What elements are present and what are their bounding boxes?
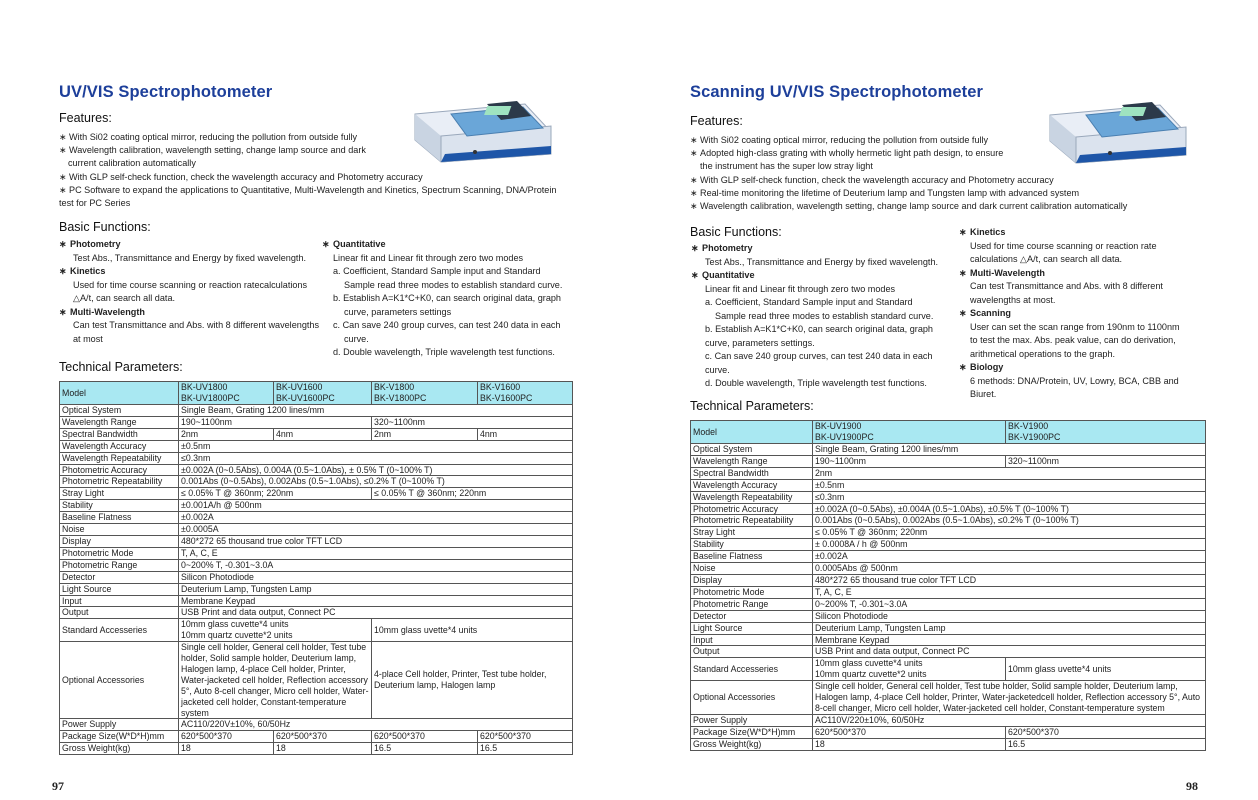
table-cell: ≤ 0.05% T @ 360nm; 220nm — [813, 527, 1206, 539]
model-name: BK-V1600 BK-V1600PC — [478, 382, 573, 405]
row-label: Power Supply — [691, 714, 813, 726]
table-row — [691, 515, 1206, 527]
function-desc: a. Coefficient, Standard Sample input and Standard — [705, 297, 913, 307]
table-row — [691, 681, 1206, 715]
function-desc: Linear fit and Linear fit through zero two modes — [705, 283, 896, 294]
table-row — [691, 634, 1206, 646]
table-row — [691, 444, 1206, 456]
table-cell: 4nm — [274, 428, 372, 440]
table-cell: 2nm — [179, 428, 274, 440]
feature-item: ∗ Wavelength calibration, wavelength setting, change lamp source and dark current calibration automatically — [690, 200, 1250, 213]
features-heading: Features: — [59, 111, 112, 125]
table-cell: USB Print and data output, Connect PC — [813, 646, 1206, 658]
table-cell: ±0.5nm — [813, 479, 1206, 491]
function-desc: wavelengths at most. — [970, 294, 1056, 305]
feature-item-continued: test for PC Series — [59, 198, 131, 209]
row-label: Output — [691, 646, 813, 658]
basic-functions-col1 — [70, 238, 332, 346]
row-label: Standard Accesseries — [691, 658, 813, 681]
table-row — [60, 719, 573, 731]
row-label: Noise — [691, 563, 813, 575]
table-row — [691, 539, 1206, 551]
table-row — [60, 731, 573, 743]
table-cell: 0.001Abs (0~0.5Abs), 0.002Abs (0.5~1.0Abs), ≤0.2% T (0~100% T) — [813, 515, 1206, 527]
function-title: ∗ Multi-Wavelength — [59, 306, 332, 320]
spec-table — [690, 420, 1206, 751]
features-list — [690, 134, 1250, 213]
table-cell: 18 — [179, 743, 274, 755]
model-name: BK-UV1800 BK-UV1800PC — [179, 382, 274, 405]
table-cell: 2nm — [813, 467, 1206, 479]
row-label: Wavelength Range — [60, 416, 179, 428]
function-title: ∗ Kinetics — [59, 265, 332, 279]
table-row — [691, 586, 1206, 598]
feature-item: ∗ With Si02 coating optical mirror, reducing the pollution from outside fully — [59, 131, 599, 144]
model-name: BK-UV1600 BK-UV1600PC — [274, 382, 372, 405]
table-cell: 10mm glass uvette*4 units — [372, 619, 573, 642]
feature-item-continued: current calibration automatically — [68, 158, 196, 169]
row-label: Photometric Mode — [691, 586, 813, 598]
row-label: Photometric Mode — [60, 547, 179, 559]
table-cell: ≤0.3nm — [179, 452, 573, 464]
table-row — [60, 571, 573, 583]
row-label: Stray Light — [691, 527, 813, 539]
table-row — [60, 405, 573, 417]
table-row — [60, 464, 573, 476]
table-cell: Deuterium Lamp, Tungsten Lamp — [813, 622, 1206, 634]
function-title: ∗ Multi-Wavelength — [959, 267, 1215, 281]
function-title: ∗ Photometry — [691, 242, 957, 256]
feature-item: ∗ Adopted high-class grating with wholly hermetic light path design, to ensure — [690, 147, 1250, 160]
row-label: Input — [60, 595, 179, 607]
model-name: BK-V1900 BK-V1900PC — [1006, 421, 1206, 444]
table-cell: 190~1100nm — [813, 455, 1006, 467]
function-desc: curve. — [344, 333, 369, 344]
table-row — [691, 563, 1206, 575]
table-cell: T, A, C, E — [179, 547, 573, 559]
row-label: Photometric Accuracy — [691, 503, 813, 515]
table-cell: 4nm — [478, 428, 573, 440]
feature-item: ∗ With Si02 coating optical mirror, reducing the pollution from outside fully — [690, 134, 1250, 147]
table-row — [691, 646, 1206, 658]
function-desc: Test Abs., Transmittance and Energy by fixed wavelength. — [705, 256, 939, 267]
table-row — [691, 622, 1206, 634]
table-cell: ±0.002A — [179, 512, 573, 524]
table-cell: 4-place Cell holder, Printer, Test tube holder, Deuterium lamp, Halogen lamp — [372, 642, 573, 719]
row-label: Output — [60, 607, 179, 619]
table-cell: 18 — [274, 743, 372, 755]
table-cell: 480*272 65 thousand true color TFT LCD — [179, 535, 573, 547]
feature-item: ∗ PC Software to expand the applications to Quantitative, Multi-Wavelength and Kinetics, Spectrum Scanning, DNA/Protein — [59, 184, 599, 197]
basic-functions-col1 — [702, 242, 957, 391]
table-row — [60, 595, 573, 607]
table-cell: 2nm — [372, 428, 478, 440]
row-label: Power Supply — [60, 719, 179, 731]
table-cell: Single Beam, Grating 1200 lines/mm — [813, 444, 1206, 456]
technical-parameters-heading: Technical Parameters: — [690, 399, 814, 413]
table-cell: 480*272 65 thousand true color TFT LCD — [813, 574, 1206, 586]
table-cell: Single cell holder, General cell holder, Test tube holder, Solid sample holder, Deuterium lamp, Halogen lamp, 4-place Cell holder, Printer, Water-jacketedcell holder, Reflection accessory 5°, Auto 8-cell changer, Micro cell holder, Water-jacketed cell holder, Constant-temperature system — [813, 681, 1206, 715]
function-desc: d. Double wavelength, Triple wavelength test functions. — [333, 347, 555, 357]
function-desc: Sample read three modes to establish standard curve. — [715, 310, 934, 321]
table-cell: 620*500*370 — [478, 731, 573, 743]
row-label: Wavelength Range — [691, 455, 813, 467]
table-cell: 320~1100nm — [372, 416, 573, 428]
features-heading: Features: — [690, 114, 743, 128]
table-cell: ≤ 0.05% T @ 360nm; 220nm — [179, 488, 372, 500]
table-cell: Model — [691, 421, 813, 444]
basic-functions-col2 — [970, 226, 1215, 402]
row-label: Baseline Flatness — [60, 512, 179, 524]
table-cell: Single Beam, Grating 1200 lines/mm — [179, 405, 573, 417]
table-cell: ± 0.0008A / h @ 500nm — [813, 539, 1206, 551]
basic-functions-heading: Basic Functions: — [59, 220, 151, 234]
table-cell: 10mm glass cuvette*4 units 10mm quartz cuvette*2 units — [179, 619, 372, 642]
row-label: Optical System — [691, 444, 813, 456]
table-cell: ±0.5nm — [179, 440, 573, 452]
function-desc: 6 methods: DNA/Protein, UV, Lowry, BCA, CBB and — [970, 375, 1179, 386]
row-label: Baseline Flatness — [691, 551, 813, 563]
table-cell: Membrane Keypad — [179, 595, 573, 607]
table-cell: AC110/220V±10%, 60/50Hz — [179, 719, 573, 731]
model-name: BK-V1800 BK-V1800PC — [372, 382, 478, 405]
table-row — [60, 440, 573, 452]
table-row — [60, 743, 573, 755]
table-row — [691, 738, 1206, 750]
function-desc: d. Double wavelength, Triple wavelength test functions. — [705, 378, 927, 388]
technical-parameters-heading: Technical Parameters: — [59, 360, 183, 374]
table-cell: 10mm glass uvette*4 units — [1006, 658, 1206, 681]
row-label: Input — [691, 634, 813, 646]
feature-item-continued: the instrument has the super low stray light — [700, 161, 873, 172]
row-label: Spectral Bandwidth — [60, 428, 179, 440]
row-label: Wavelength Accuracy — [60, 440, 179, 452]
row-label: Package Size(W*D*H)mm — [691, 726, 813, 738]
table-cell: 16.5 — [478, 743, 573, 755]
table-row — [60, 476, 573, 488]
function-desc: Used for time course scanning or reaction rate — [970, 240, 1157, 251]
basic-functions-heading: Basic Functions: — [690, 225, 782, 239]
table-row — [691, 467, 1206, 479]
table-cell: Deuterium Lamp, Tungsten Lamp — [179, 583, 573, 595]
function-desc: curve, parameters settings — [344, 306, 452, 317]
table-cell: 18 — [813, 738, 1006, 750]
table-cell: 16.5 — [1006, 738, 1206, 750]
row-label: Stability — [691, 539, 813, 551]
table-row — [60, 547, 573, 559]
table-cell: Model — [60, 382, 179, 405]
table-row — [691, 527, 1206, 539]
table-row — [691, 479, 1206, 491]
row-label: Gross Weight(kg) — [60, 743, 179, 755]
row-label: Optional Accessories — [691, 681, 813, 715]
function-desc: Biuret. — [970, 389, 997, 399]
table-cell: ±0.001A/h @ 500nm — [179, 500, 573, 512]
table-row — [60, 428, 573, 440]
features-list — [59, 131, 599, 210]
page-title: UV/VIS Spectrophotometer — [59, 83, 273, 101]
table-cell: USB Print and data output, Connect PC — [179, 607, 573, 619]
row-label: Detector — [691, 610, 813, 622]
function-desc: c. Can save 240 group curves, can test 240 data in each — [333, 320, 561, 330]
table-cell: ±0.002A (0~0.5Abs), 0.004A (0.5~1.0Abs), ± 0.5% T (0~100% T) — [179, 464, 573, 476]
function-desc: △A/t, can search all data. — [73, 293, 176, 303]
table-row — [60, 642, 573, 719]
function-desc: curve, parameters settings. — [705, 337, 815, 348]
row-label: Optional Accessories — [60, 642, 179, 719]
row-label: Package Size(W*D*H)mm — [60, 731, 179, 743]
function-desc: Sample read three modes to establish standard curve. — [344, 279, 563, 290]
table-row — [60, 559, 573, 571]
table-row — [691, 610, 1206, 622]
row-label: Noise — [60, 524, 179, 536]
row-label: Wavelength Accuracy — [691, 479, 813, 491]
table-cell: Single cell holder, General cell holder, Test tube holder, Solid sample holder, Deuterium lamp, Halogen lamp, 4-place Cell holder, Printer, Water-jacketed cell holder, Reflection accessory 5°, Auto 8-cell changer, Micro cell holder, Water-jacketed cell holder, Constant-temperature system — [179, 642, 372, 719]
table-cell: 0~200% T, -0.301~3.0A — [179, 559, 573, 571]
function-desc: Can test Transmittance and Abs. with 8 different wavelengths — [73, 320, 320, 330]
function-desc: calculations △A/t, can search all data. — [970, 254, 1123, 264]
table-header-row — [691, 421, 1206, 444]
table-row — [691, 658, 1206, 681]
row-label: Display — [691, 574, 813, 586]
row-label: Display — [60, 535, 179, 547]
table-cell: 620*500*370 — [372, 731, 478, 743]
table-cell: ±0.002A (0~0.5Abs), ±0.004A (0.5~1.0Abs), ±0.5% T (0~100% T) — [813, 503, 1206, 515]
table-row — [60, 583, 573, 595]
table-row — [60, 512, 573, 524]
function-desc: c. Can save 240 group curves, can test 240 data in each — [705, 351, 933, 361]
model-name: BK-UV1900 BK-UV1900PC — [813, 421, 1006, 444]
table-cell: T, A, C, E — [813, 586, 1206, 598]
row-label: Photometric Range — [60, 559, 179, 571]
table-cell: ±0.0005A — [179, 524, 573, 536]
row-label: Photometric Repeatability — [60, 476, 179, 488]
function-desc: Test Abs., Transmittance and Energy by fixed wavelength. — [73, 252, 307, 263]
function-desc: at most — [73, 333, 103, 344]
table-cell: 10mm glass cuvette*4 units 10mm quartz cuvette*2 units — [813, 658, 1006, 681]
table-cell: 320~1100nm — [1006, 455, 1206, 467]
table-cell: ±0.002A — [813, 551, 1206, 563]
table-row — [691, 574, 1206, 586]
table-row — [691, 491, 1206, 503]
feature-item: ∗ With GLP self-check function, check the wavelength accuracy and Photometry accuracy — [59, 171, 599, 184]
table-cell: 620*500*370 — [179, 731, 274, 743]
row-label: Light Source — [60, 583, 179, 595]
function-title: ∗ Photometry — [59, 238, 332, 252]
row-label: Standard Accesseries — [60, 619, 179, 642]
row-label: Photometric Range — [691, 598, 813, 610]
table-cell: 620*500*370 — [813, 726, 1006, 738]
table-cell: Silicon Photodiode — [179, 571, 573, 583]
row-label: Light Source — [691, 622, 813, 634]
table-cell: ≤ 0.05% T @ 360nm; 220nm — [372, 488, 573, 500]
table-row — [60, 488, 573, 500]
feature-item: ∗ With GLP self-check function, check the wavelength accuracy and Photometry accuracy — [690, 174, 1250, 187]
function-desc: User can set the scan range from 190nm to 1100nm — [970, 321, 1180, 332]
table-row — [691, 551, 1206, 563]
row-label: Spectral Bandwidth — [691, 467, 813, 479]
spec-table — [59, 381, 573, 755]
page-number: 98 — [1186, 779, 1198, 793]
function-title: ∗ Biology — [959, 361, 1215, 375]
page-title: Scanning UV/VIS Spectrophotometer — [690, 83, 984, 101]
table-cell: Silicon Photodiode — [813, 610, 1206, 622]
function-desc: b. Establish A=K1*C+K0, can search original data, graph — [705, 324, 933, 334]
table-cell: 190~1100nm — [179, 416, 372, 428]
row-label: Optical System — [60, 405, 179, 417]
function-title: ∗ Quantitative — [322, 238, 583, 252]
function-desc: Linear fit and Linear fit through zero two modes — [333, 252, 524, 263]
table-cell: 620*500*370 — [274, 731, 372, 743]
row-label: Detector — [60, 571, 179, 583]
table-row — [691, 455, 1206, 467]
table-header-row — [60, 382, 573, 405]
function-title: ∗ Scanning — [959, 307, 1215, 321]
feature-item: ∗ Wavelength calibration, wavelength setting, change lamp source and dark — [59, 144, 599, 157]
table-cell: ≤0.3nm — [813, 491, 1206, 503]
row-label: Stray Light — [60, 488, 179, 500]
row-label: Wavelength Repeatability — [691, 491, 813, 503]
table-row — [60, 535, 573, 547]
table-cell: AC110V/220±10%, 60/50Hz — [813, 714, 1206, 726]
function-desc: arithmetical operations to the graph. — [970, 348, 1116, 359]
table-cell: 620*500*370 — [1006, 726, 1206, 738]
function-title: ∗ Kinetics — [959, 226, 1215, 240]
table-row — [691, 714, 1206, 726]
row-label: Wavelength Repeatability — [60, 452, 179, 464]
table-row — [691, 503, 1206, 515]
function-desc: Can test Transmittance and Abs. with 8 different — [970, 281, 1163, 291]
right-page — [629, 0, 1258, 800]
function-desc: Used for time course scanning or reaction ratecalculations — [73, 279, 308, 290]
row-label: Photometric Accuracy — [60, 464, 179, 476]
table-row — [60, 619, 573, 642]
table-cell: Membrane Keypad — [813, 634, 1206, 646]
function-title: ∗ Quantitative — [691, 269, 957, 283]
table-row — [60, 607, 573, 619]
page-number: 97 — [52, 779, 64, 793]
table-row — [691, 726, 1206, 738]
function-desc: to test the max. Abs. peak value, can do derivation, — [970, 335, 1176, 345]
row-label: Stability — [60, 500, 179, 512]
table-cell: 0~200% T, -0.301~3.0A — [813, 598, 1206, 610]
table-row — [60, 416, 573, 428]
table-row — [60, 452, 573, 464]
table-cell: 16.5 — [372, 743, 478, 755]
row-label: Photometric Repeatability — [691, 515, 813, 527]
basic-functions-col2 — [333, 238, 583, 360]
table-cell: 0.001Abs (0~0.5Abs), 0.002Abs (0.5~1.0Abs), ≤0.2% T (0~100% T) — [179, 476, 573, 488]
row-label: Gross Weight(kg) — [691, 738, 813, 750]
function-desc: b. Establish A=K1*C+K0, can search original data, graph — [333, 293, 561, 303]
table-cell: 0.0005Abs @ 500nm — [813, 563, 1206, 575]
table-row — [691, 598, 1206, 610]
table-row — [60, 524, 573, 536]
function-desc: curve. — [705, 364, 730, 375]
function-desc: a. Coefficient, Standard Sample input and Standard — [333, 266, 541, 276]
table-row — [60, 500, 573, 512]
feature-item: ∗ Real-time monitoring the lifetime of Deuterium lamp and Tungsten lamp with advanced system — [690, 187, 1250, 200]
